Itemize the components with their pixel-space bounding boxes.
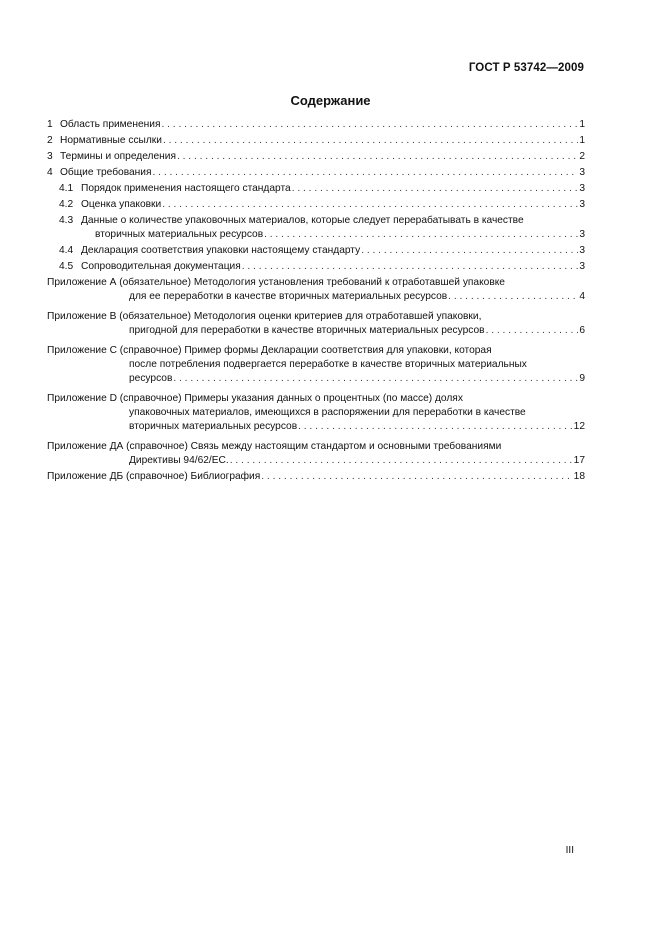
toc-entry-title: Термины и определения: [60, 151, 176, 162]
toc-entry-4-3[interactable]: [47, 214, 585, 242]
toc-entry-title-line1: Данные о количестве упаковочных материалов, которые следует перерабатывать в качестве: [81, 215, 524, 226]
dot-leader: [486, 324, 579, 338]
toc-entry-title-line2: вторичных материальных ресурсов: [95, 229, 264, 240]
toc-appendix-b[interactable]: [47, 310, 585, 338]
toc-entry-page: 1: [579, 119, 585, 130]
dot-leader: [177, 150, 578, 164]
toc-entry-page: 2: [579, 151, 585, 162]
toc-entry-title: Нормативные ссылки: [60, 135, 162, 146]
toc-entry-title-line2: Директивы 94/62/ЕС.: [129, 455, 229, 466]
toc-entry-2[interactable]: [47, 134, 585, 148]
dot-leader: [264, 228, 578, 242]
toc-appendix-d[interactable]: [47, 392, 585, 434]
toc-entry-title: Общие требования: [60, 167, 152, 178]
dot-leader: [242, 260, 579, 274]
toc-appendix-c[interactable]: [47, 344, 585, 386]
toc-entry-page: 3: [579, 183, 585, 194]
toc-entry-number: 4.1: [59, 183, 74, 194]
toc-entry-page: 4: [579, 291, 585, 302]
toc-entry-number: 4.3: [59, 215, 74, 226]
toc-entry-4-2[interactable]: [47, 198, 585, 212]
toc-entry-title-line1: Приложение С (справочное) Пример формы Декларации соответствия для упаковки, которая: [47, 345, 492, 356]
toc-entry-3[interactable]: [47, 150, 585, 164]
toc-entry-page: 1: [579, 135, 585, 146]
toc-entry-4-1[interactable]: [47, 182, 585, 196]
toc-entry-number: 3: [47, 151, 53, 162]
toc-entry-title: Порядок применения настоящего стандарта: [81, 183, 291, 194]
dot-leader: [173, 372, 578, 386]
toc-entry-number: 1: [47, 119, 53, 130]
toc-entry-title: Сопроводительная документация: [81, 261, 241, 272]
toc-entry-number: 4: [47, 167, 53, 178]
toc-entry-title-line1: Приложение D (справочное) Примеры указания данных о процентных (по массе) долях: [47, 393, 463, 404]
toc-entry-title-line2: пригодной для переработки в качестве вторичных материальных ресурсов: [129, 325, 485, 336]
toc-entry-number: 4.5: [59, 261, 74, 272]
dot-leader: [292, 182, 579, 196]
toc-entry-title: Приложение ДБ (справочное) Библиография: [47, 471, 261, 482]
toc-entry-1[interactable]: [47, 118, 585, 132]
toc-entry-title-line2: для ее переработки в качестве вторичных материальных ресурсов: [129, 291, 448, 302]
toc-entry-title-line3: ресурсов: [129, 373, 173, 384]
toc-title: Содержание: [290, 93, 371, 108]
toc-entry-page: 12: [573, 421, 585, 432]
toc-entry-page: 3: [579, 167, 585, 178]
dot-leader: [448, 290, 578, 304]
toc-entry-title-line2: упаковочных материалов, имеющихся в распоряжении для переработки в качестве: [129, 407, 526, 418]
toc-entry-page: 18: [573, 471, 585, 482]
toc-appendix-db[interactable]: [47, 470, 585, 484]
toc-entry-page: 6: [579, 325, 585, 336]
dot-leader: [230, 454, 573, 468]
toc-entry-title-line1: Приложение В (обязательное) Методология оценки критериев для отработавшей упаковки,: [47, 311, 482, 322]
toc-appendix-da[interactable]: [47, 440, 585, 468]
page-number: III: [565, 845, 574, 856]
toc-entry-title: Декларация соответствия упаковки настоящему стандарту: [81, 245, 361, 256]
toc-entry-4[interactable]: [47, 166, 585, 180]
toc-entry-page: 17: [573, 455, 585, 466]
toc-entry-page: 9: [579, 373, 585, 384]
toc-entry-page: 3: [579, 229, 585, 240]
dot-leader: [162, 198, 578, 212]
toc-entry-page: 3: [579, 245, 585, 256]
toc-entry-number: 2: [47, 135, 53, 146]
toc-appendix-a[interactable]: [47, 276, 585, 304]
dot-leader: [153, 166, 579, 180]
toc-entry-title: Оценка упаковки: [81, 199, 162, 210]
toc-entry-title-line1: Приложение А (обязательное) Методология установления требований к отработавшей упаковке: [47, 277, 505, 288]
toc-entry-page: 3: [579, 199, 585, 210]
toc-entry-number: 4.2: [59, 199, 74, 210]
toc-entry-title-line1: Приложение ДА (справочное) Связь между настоящим стандартом и основными требованиями: [47, 441, 502, 452]
table-of-contents: [47, 118, 585, 484]
dot-leader: [161, 118, 578, 132]
toc-entry-title: Область применения: [60, 119, 161, 130]
dot-leader: [298, 420, 573, 434]
document-code: ГОСТ Р 53742—2009: [468, 62, 584, 74]
toc-entry-title-line2: после потребления подвергается переработке в качестве вторичных материальных: [129, 359, 527, 370]
toc-entry-4-5[interactable]: [47, 260, 585, 274]
toc-entry-title-line3: вторичных материальных ресурсов: [129, 421, 298, 432]
dot-leader: [261, 470, 572, 484]
toc-entry-number: 4.4: [59, 245, 74, 256]
dot-leader: [361, 244, 578, 258]
toc-entry-4-4[interactable]: [47, 244, 585, 258]
dot-leader: [163, 134, 578, 148]
toc-entry-page: 3: [579, 261, 585, 272]
